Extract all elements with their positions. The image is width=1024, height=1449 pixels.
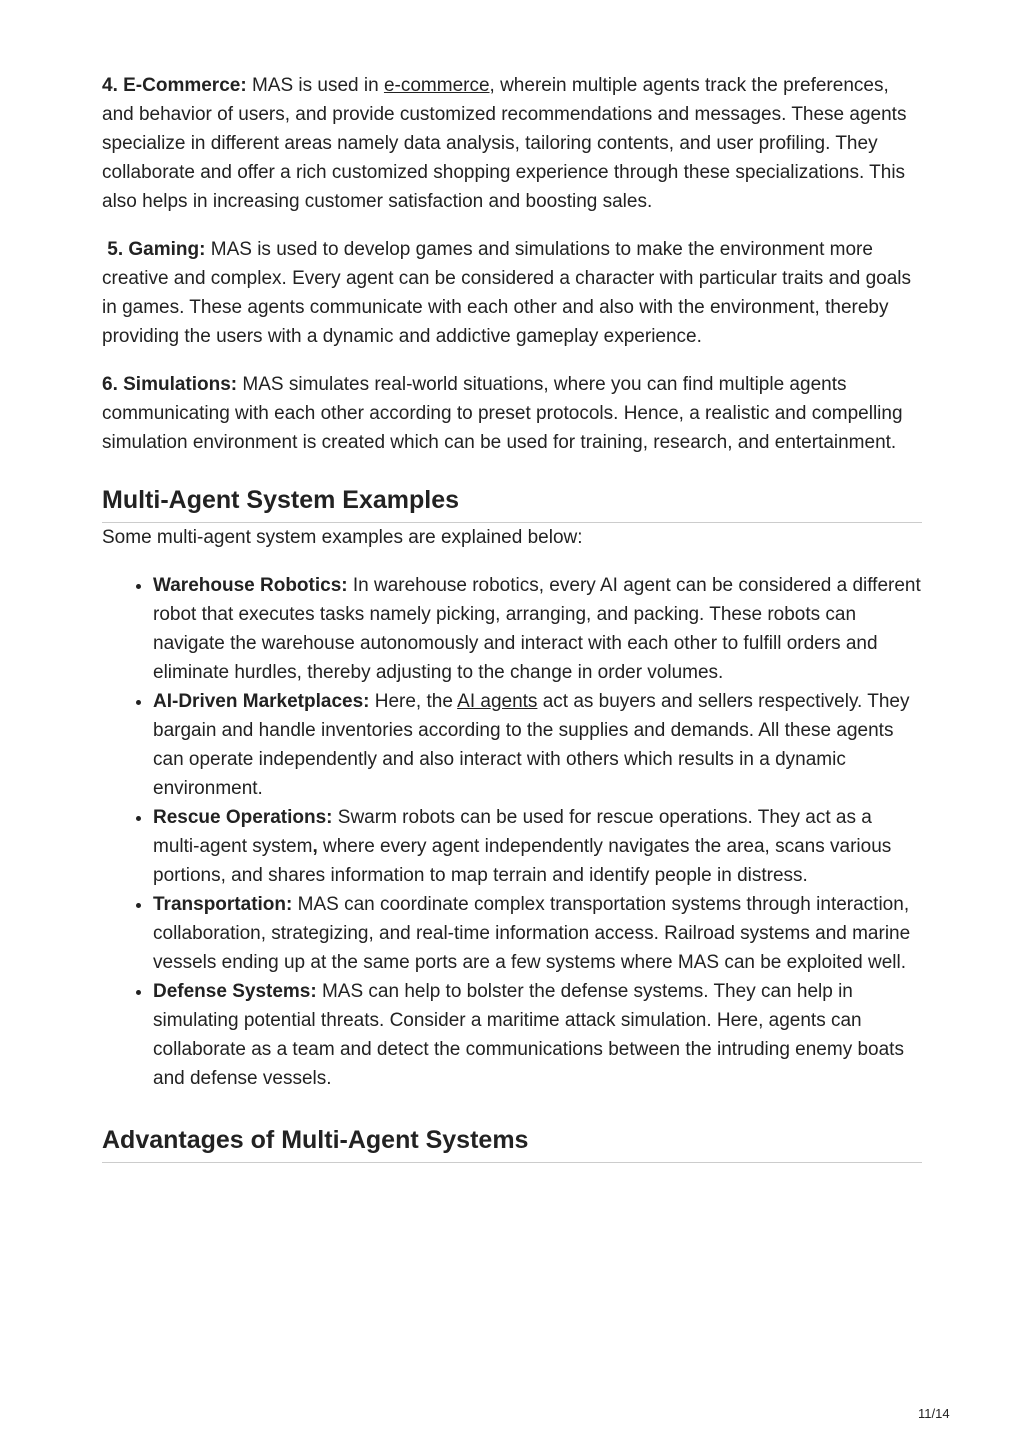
item-bold-comma: ,	[312, 836, 318, 857]
ai-agents-link[interactable]: AI agents	[457, 691, 538, 712]
item-label: AI-Driven Marketplaces:	[153, 691, 370, 712]
list-item	[153, 571, 922, 687]
section-heading-examples: Multi-Agent System Examples	[102, 484, 922, 523]
page-number: 11/14	[918, 1406, 950, 1421]
section-heading-advantages: Advantages of Multi-Agent Systems	[102, 1124, 922, 1163]
item-text: In warehouse robotics, every AI agent can be considered a different robot that executes tasks namely picking, arranging, and packing. These robots can navigate the warehouse autonomously and interact with each other to fulfill orders and eliminate hurdles, thereby adjusting to the change in order volumes.	[153, 575, 921, 683]
gaming-text: MAS is used to develop games and simulations to make the environment more creative and complex. Every agent can be considered a character with particular traits and goals in games. These agents communicate with each other and also with the environment, thereby providing the users with a dynamic and addictive gameplay experience.	[102, 239, 911, 347]
list-item	[153, 977, 922, 1093]
list-item	[153, 803, 922, 890]
item-text: MAS can coordinate complex transportation systems through interaction, collaboration, strategizing, and real-time information access. Railroad systems and marine vessels ending up at the same ports are a few systems where MAS can be exploited well.	[153, 894, 911, 973]
paragraph-gaming	[102, 235, 922, 351]
examples-list	[102, 571, 922, 1093]
item-label: Warehouse Robotics:	[153, 575, 348, 596]
paragraph-simulations	[102, 370, 922, 457]
paragraph-ecommerce	[102, 71, 922, 216]
item-text: Swarm robots can be used for rescue operations. They act as a multi-agent system	[153, 807, 872, 857]
item-label: Transportation:	[153, 894, 293, 915]
examples-intro: Some multi-agent system examples are explained below:	[102, 527, 583, 548]
document-page	[102, 71, 922, 1163]
item-text-cont: where every agent independently navigates the area, scans various portions, and shares information to map terrain and identify people in distress.	[153, 836, 892, 886]
list-item	[153, 890, 922, 977]
item-label: Rescue Operations:	[153, 807, 333, 828]
simulations-label: 6. Simulations:	[102, 374, 238, 395]
item-text-end: act as buyers and sellers respectively. They bargain and handle inventories according to the supplies and demands. All these agents can operate independently and also interact with others which results in a dynamic environment.	[153, 691, 910, 799]
ecommerce-text-start: MAS is used in	[246, 75, 384, 96]
gaming-label: 5. Gaming:	[107, 239, 206, 260]
simulations-text: MAS simulates real-world situations, where you can find multiple agents communicating with each other according to preset protocols. Hence, a realistic and compelling simulation environment is created which can be used for training, research, and entertainment.	[102, 374, 903, 453]
list-item	[153, 687, 922, 803]
item-text: MAS can help to bolster the defense systems. They can help in simulating potential threats. Consider a maritime attack simulation. Here, agents can collaborate as a team and detect the communications between the intruding enemy boats and defense vessels.	[153, 981, 904, 1089]
ecommerce-label: 4. E-Commerce:	[102, 75, 247, 96]
item-label: Defense Systems:	[153, 981, 317, 1002]
ecommerce-link[interactable]: e-commerce	[383, 75, 490, 96]
ecommerce-text-end: , wherein multiple agents track the preferences, and behavior of users, and provide customized recommendations and messages. These agents specialize in different areas namely data analysis, tailoring contents, and user profiling. They collaborate and offer a rich customized shopping experience through these specializations. This also helps in increasing customer satisfaction and boosting sales.	[102, 75, 907, 212]
item-text-start: Here, the	[369, 691, 458, 712]
